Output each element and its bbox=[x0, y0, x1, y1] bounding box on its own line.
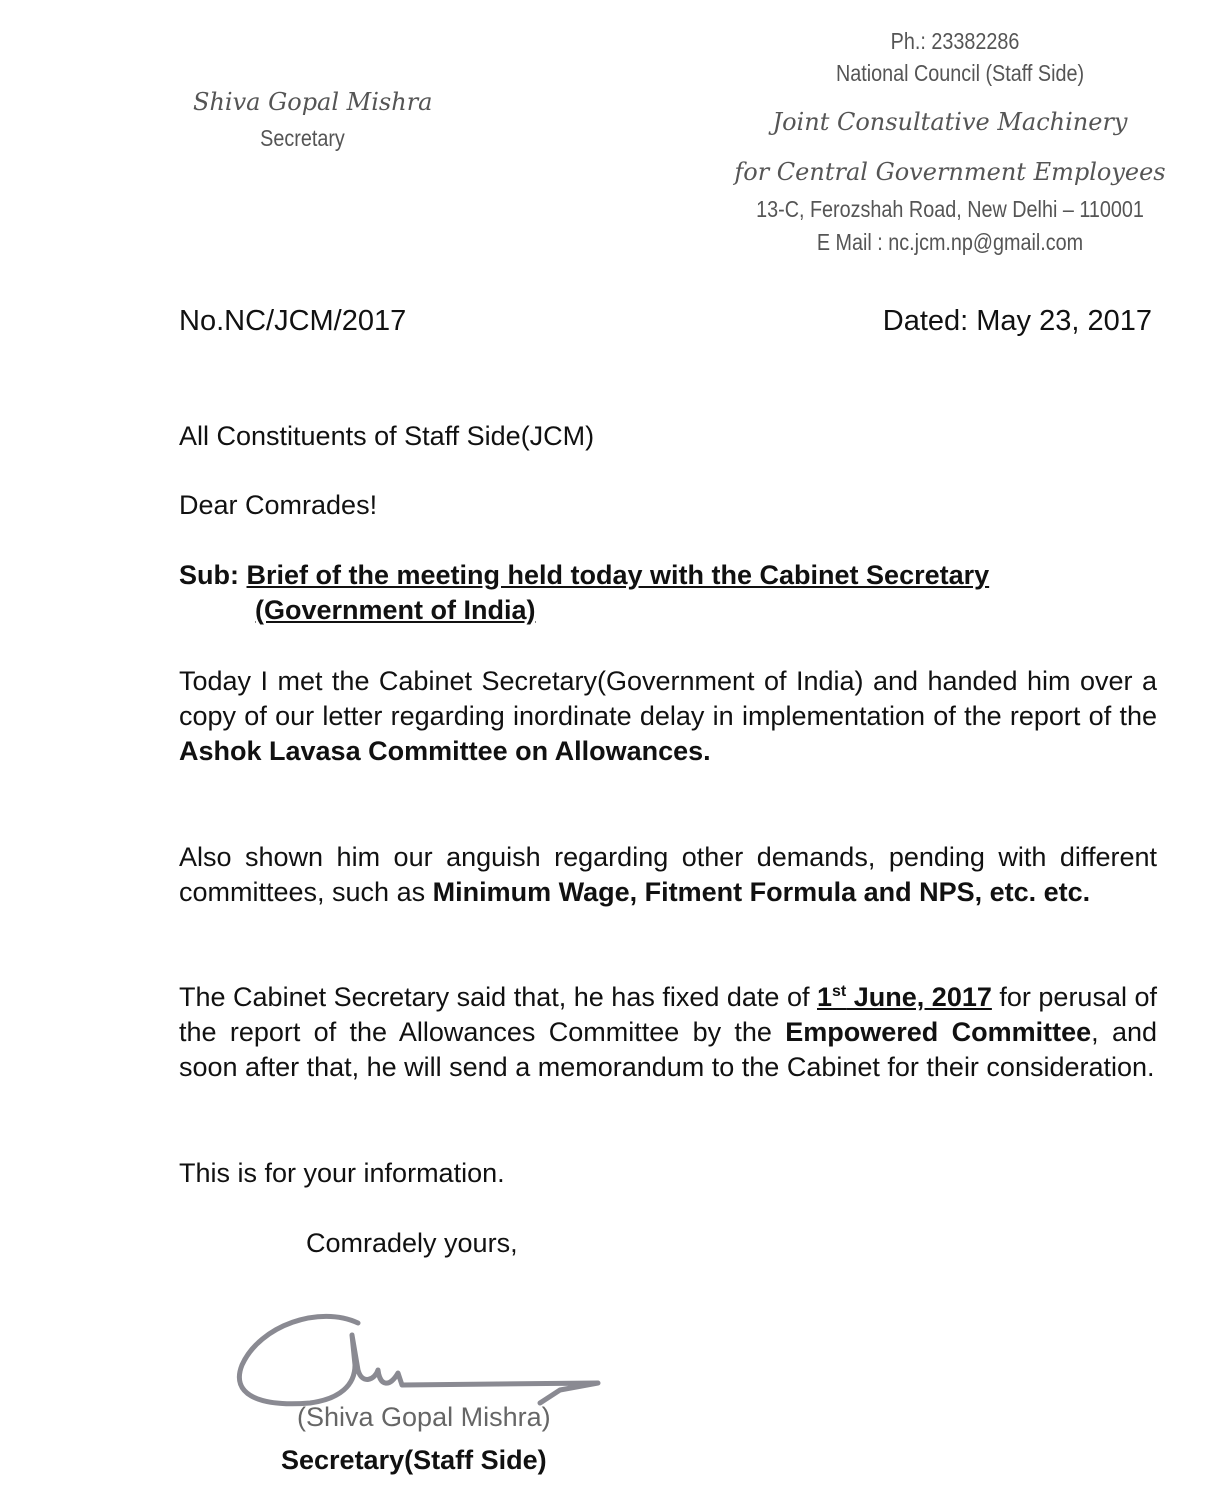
p3-date-day: 1 bbox=[817, 982, 833, 1012]
p2-bold: Minimum Wage, Fitment Formula and NPS, etc. etc. bbox=[432, 877, 1091, 907]
letterhead-org-line3: for Central Government Employees bbox=[734, 158, 1166, 186]
p1-text: Today I met the Cabinet Secretary(Government of India) and handed him over a copy of our letter regarding inordinate delay in implementation of the report of the bbox=[179, 666, 1157, 731]
addressee: All Constituents of Staff Side(JCM) bbox=[179, 421, 595, 451]
subject bbox=[179, 558, 989, 593]
letterhead-org: National Council (Staff Side) bbox=[835, 60, 1085, 86]
subject-label: Sub: bbox=[179, 560, 239, 590]
signatory-name: (Shiva Gopal Mishra) bbox=[297, 1402, 551, 1432]
p3-text1: The Cabinet Secretary said that, he has fixed date of bbox=[179, 982, 817, 1012]
paragraph-2 bbox=[179, 840, 1157, 910]
p3-date bbox=[817, 982, 992, 1012]
reference-number: No.NC/JCM/2017 bbox=[179, 305, 407, 337]
p3-text3: , and soon after that, he will send a memorandum to the Cabinet for their consideration. bbox=[179, 1017, 1157, 1082]
paragraph-1 bbox=[179, 664, 1157, 769]
subject-line2-wrap bbox=[255, 593, 536, 628]
p3-date-rest: June, 2017 bbox=[846, 982, 992, 1012]
subject-line1: Brief of the meeting held today with the Cabinet Secretary bbox=[246, 560, 990, 590]
closing: Comradely yours, bbox=[306, 1228, 518, 1258]
letterhead-left-title: Secretary bbox=[260, 125, 345, 151]
p3-date-sup: st bbox=[832, 983, 847, 1000]
letterhead-email: E Mail : nc.jcm.np@gmail.com bbox=[816, 229, 1084, 255]
letterhead-org-line2: Joint Consultative Machinery bbox=[772, 108, 1128, 136]
p3-text2: for perusal of the report of the Allowances Committee by the bbox=[179, 982, 1157, 1047]
salutation: Dear Comrades! bbox=[179, 490, 378, 520]
p1-bold: Ashok Lavasa Committee on Allowances. bbox=[179, 736, 711, 766]
letterhead-address: 13-C, Ferozshah Road, New Delhi – 110001 bbox=[756, 196, 1144, 222]
subject-line2: (Government of India) bbox=[255, 595, 536, 625]
letterhead-left-name: Shiva Gopal Mishra bbox=[193, 88, 433, 116]
paragraph-3 bbox=[179, 980, 1157, 1085]
letterhead-phone: Ph.: 23382286 bbox=[890, 28, 1020, 54]
signatory-title: Secretary(Staff Side) bbox=[281, 1445, 547, 1475]
letter-date: Dated: May 23, 2017 bbox=[882, 305, 1152, 337]
p3-bold: Empowered Committee bbox=[785, 1017, 1092, 1047]
paragraph-4: This is for your information. bbox=[179, 1158, 505, 1188]
p2-text: Also shown him our anguish regarding other demands, pending with different committees, such as bbox=[179, 842, 1157, 907]
